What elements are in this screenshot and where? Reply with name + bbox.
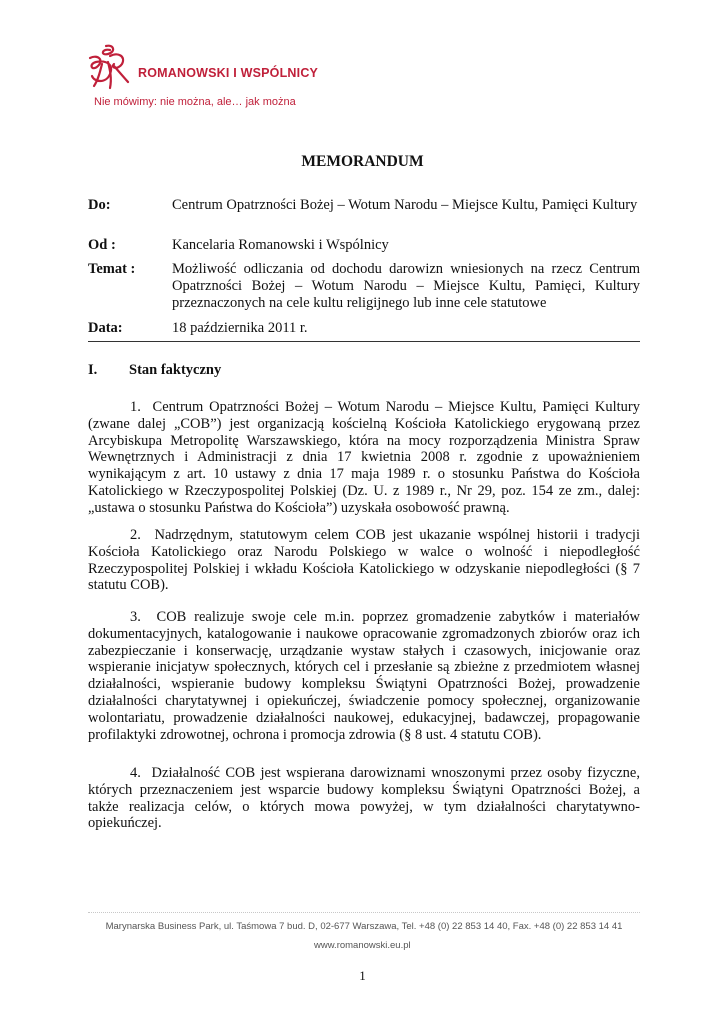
header-value-data: 18 października 2011 r. [172,320,308,336]
section-number: I. [88,362,98,378]
company-logo [84,42,404,112]
footer-website[interactable]: www.romanowski.eu.pl [314,940,411,951]
paragraph-3: 3. COB realizuje swoje cele m.in. poprzez gromadzenie zabytków i materiałów dokumentacyjnych, katalogowanie i naukowe opracowanie zgromadzonych zbiorów oraz ich zabezpieczanie i konserwację, urządzanie wystaw stałych i czasowych, inicjowanie oraz wspieranie inicjatyw społecznych, których cel i przesłanie są zbieżne z przedmiotem własnej działalności, wspieranie budowy kompleksu Świątyni Opatrzności Bożej, prowadzenie działalności charytatywnej i opiekuńczej, świadczenie pomocy społecznej, organizowanie wolontariatu, prowadzenie działalności naukowej, edukacyjnej, badawczej, propagowanie profilaktyki zdrowotnej, ochrona i promocja zdrowia (§ 8 ust. 4 statutu COB). [88,609,640,743]
header-row-data [88,320,640,338]
logo-tagline: Nie mówimy: nie można, ale… jak można [94,96,296,108]
header-label-do: Do: [88,197,111,213]
footer-address: Marynarska Business Park, ul. Taśmowa 7 bud. D, 02-677 Warszawa, Tel. +48 (0) 22 853 14 40, Fax. +48 (0) 22 853 14 41 [105,921,623,932]
section-title: Stan faktyczny [129,362,222,378]
header-value-do: Centrum Opatrzności Bożej – Wotum Narodu – Miejsce Kultu, Pamięci Kultury [172,197,638,213]
romanowski-logo-icon [84,42,134,94]
header-value-temat: Możliwość odliczania od dochodu darowizn wniesionych na rzecz Centrum Opatrzności Bożej – Wotum Narodu – Miejsce Kultu, Pamięci, Kultury przeznaczonych na cele kultu religijnego lub inne cele statutowe [172,261,640,311]
paragraph-1: 1. Centrum Opatrzności Bożej – Wotum Narodu – Miejsce Kultu, Pamięci Kultury (zwane dalej „COB”) jest organizacją kościelną Kościoła Katolickiego erygowaną przez Arcybiskupa Metropolitę Warszawskiego, która na mocy rozporządzenia Ministra Spraw Wewnętrznych i Administracji z dnia 17 kwietnia 2008 r. zgodnie z upoważnieniem wynikającym z art. 10 ustawy z dnia 17 maja 1989 r. o stosunku Państwa do Kościoła Katolickiego w Rzeczypospolitej Polskiej (Dz. U. z 1989 r., Nr 29, poz. 154 ze zm., dalej: „ustawa o stosunku Państwa do Kościoła”) uzyskała osobowość prawną. [88,399,640,516]
header-row-od [88,237,640,255]
header-value-od: Kancelaria Romanowski i Wspólnicy [172,237,389,253]
header-row-temat [88,261,640,313]
document-title: MEMORANDUM [301,153,424,170]
header-label-data: Data: [88,320,123,336]
header-label-od: Od : [88,237,116,253]
paragraph-4: 4. Działalność COB jest wspierana darowiznami wnoszonymi przez osoby fizyczne, których przeznaczeniem jest wsparcie budowy kompleksu Świątyni Opatrzności Bożej, a także realizacja celów, o których mowa powyżej, w tym działalności charytatywno-opiekuńczej. [88,765,640,832]
paragraph-2: 2. Nadrzędnym, statutowym celem COB jest ukazanie wspólnej historii i tradycji Kościoła Katolickiego oraz Narodu Polskiego w walce o wolność i niepodległość Rzeczypospolitej Polskiej i wkładu Kościoła Katolickiego w odzyskanie niepodległości (§ 7 statutu COB). [88,527,640,594]
page-number: 1 [359,968,366,983]
header-divider [88,341,640,342]
header-row-do [88,197,640,233]
header-label-temat: Temat : [88,261,136,277]
footer-divider [88,912,640,913]
logo-company-name: ROMANOWSKI I WSPÓLNICY [138,66,319,80]
